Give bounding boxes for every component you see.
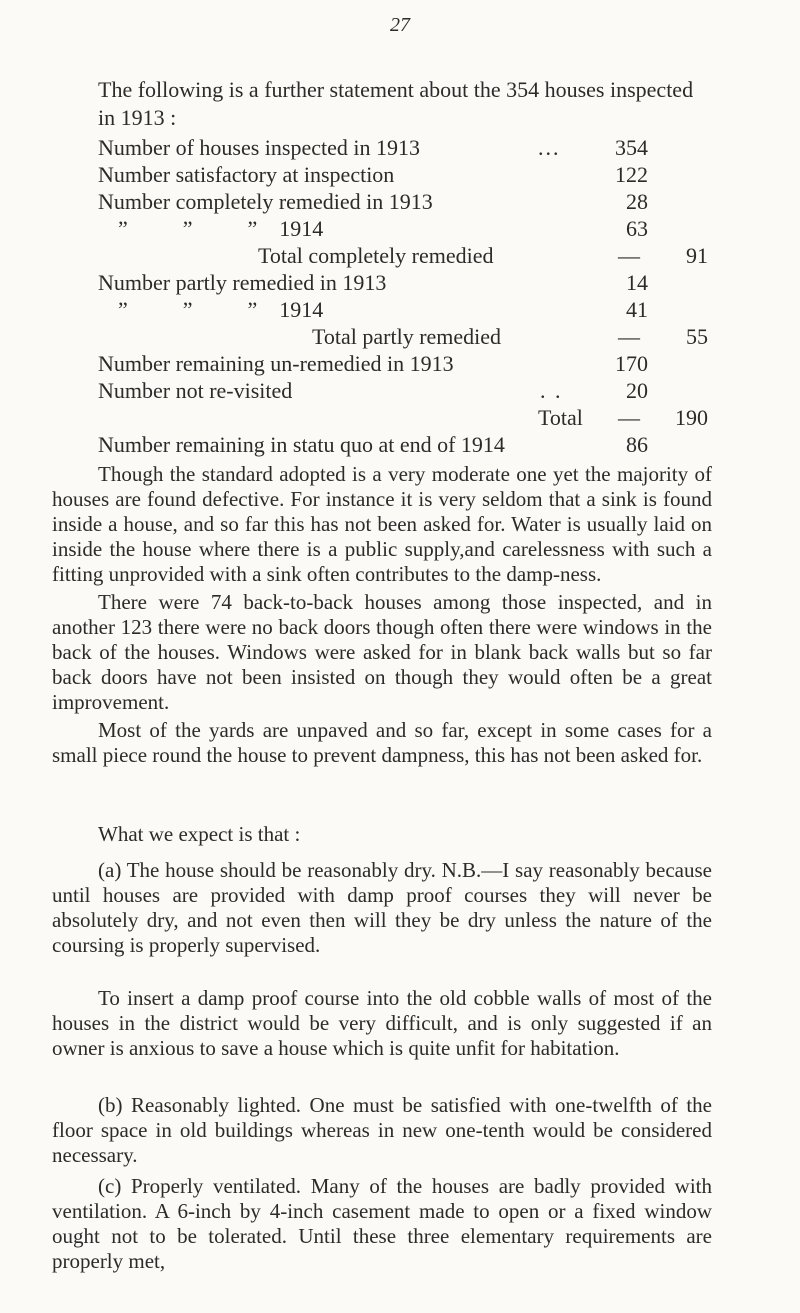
stat-label: Total partly remedied xyxy=(312,324,502,349)
paragraph-text: (b) Reasonably lighted. One must be satisfied with one-twelfth of the floor space in old buildings whereas in new one-tenth would be considered necessary. xyxy=(52,1093,712,1167)
stat-value: 122 xyxy=(615,162,648,187)
paragraph-text: What we expect is that : xyxy=(98,822,301,846)
body-paragraph xyxy=(52,462,712,587)
paragraph-text: (c) Properly ventilated. Many of the houses are badly provided with ventilation. A 6-inch by 4-inch casement made to open or a fixed window ought not to be tolerated. Until these three elementary requirements are properly met, xyxy=(52,1174,712,1273)
stat-row xyxy=(0,351,800,379)
paragraph-text: There were 74 back-to-back houses among those inspected, and in another 123 there were no back doors though often there were windows in the back of the houses. Windows were asked for in blank back walls but so far back doors have not been insisted on though they would often be a great improvement. xyxy=(52,590,712,714)
body-paragraph xyxy=(52,858,712,958)
body-paragraph xyxy=(52,986,712,1061)
stat-label: ” ” ” 1914 xyxy=(118,297,324,322)
intro-paragraph: The following is a further statement about the 354 houses inspected in 1913 : xyxy=(98,77,694,130)
stat-value: 14 xyxy=(626,270,648,295)
stat-label: Total xyxy=(538,405,583,430)
stat-label: Number partly remedied in 1913 xyxy=(98,270,387,295)
stat-dots: ... xyxy=(538,135,561,160)
stat-row xyxy=(0,324,800,352)
paragraph-text: To insert a damp proof course into the old cobble walls of most of the houses in the district would be very difficult, and is only suggested if an owner is anxious to save a house which is quite unfit for habitation. xyxy=(52,986,712,1060)
stat-label: Number not re-visited xyxy=(98,378,293,403)
body-paragraph xyxy=(52,590,712,715)
stat-subtotal: 190 xyxy=(675,405,708,430)
stat-label: Number remaining in statu quo at end of 1914 xyxy=(98,432,505,457)
stat-label: Number remaining un-remedied in 1913 xyxy=(98,351,454,376)
stat-dash: — xyxy=(618,243,640,268)
stat-label: Total completely remedied xyxy=(258,243,494,268)
stat-label: ” ” ” 1914 xyxy=(118,216,324,241)
stat-value: 170 xyxy=(615,351,648,376)
stat-row xyxy=(0,432,800,460)
stat-subtotal: 91 xyxy=(686,243,708,268)
body-paragraph xyxy=(52,1174,712,1274)
stat-row xyxy=(0,297,800,325)
stat-row xyxy=(0,270,800,298)
page-number: 27 xyxy=(390,14,410,36)
paragraph-text: Most of the yards are unpaved and so far, except in some cases for a small piece round the house to prevent dampness, this has not been asked for. xyxy=(52,718,712,767)
stat-row xyxy=(0,216,800,244)
stat-dash: — xyxy=(618,405,640,430)
stat-label: Number completely remedied in 1913 xyxy=(98,189,433,214)
stat-row xyxy=(0,378,800,406)
stat-label: Number of houses inspected in 1913 xyxy=(98,135,420,160)
stat-value: 86 xyxy=(626,432,648,457)
stat-row xyxy=(0,162,800,190)
stat-row xyxy=(0,243,800,271)
stat-value: 20 xyxy=(626,378,648,403)
stat-value: 63 xyxy=(626,216,648,241)
stat-dash: — xyxy=(618,324,640,349)
stat-value: 41 xyxy=(626,297,648,322)
paragraph-text: Though the standard adopted is a very moderate one yet the majority of houses are found defective. For instance it is very seldom that a sink is found inside a house, and so far this has not been asked for. Water is usually laid on inside the house where there is a public supply,and carelessness with such a fitting unprovided with a sink often contributes to the damp-ness. xyxy=(52,462,712,586)
stat-row xyxy=(0,405,800,433)
body-paragraph xyxy=(52,1093,712,1168)
body-paragraph xyxy=(52,718,712,768)
stat-value: 354 xyxy=(615,135,648,160)
stat-label: Number satisfactory at inspection xyxy=(98,162,395,187)
body-paragraph xyxy=(52,822,712,847)
stat-dots: . . xyxy=(540,378,563,403)
stat-row xyxy=(0,189,800,217)
stat-subtotal: 55 xyxy=(686,324,708,349)
stat-row xyxy=(0,135,800,163)
paragraph-text: (a) The house should be reasonably dry. N.B.—I say reasonably because until houses are provided with damp proof courses they will never be absolutely dry, and not even then will they be dry unless the nature of the coursing is properly supervised. xyxy=(52,858,712,957)
stat-value: 28 xyxy=(626,189,648,214)
